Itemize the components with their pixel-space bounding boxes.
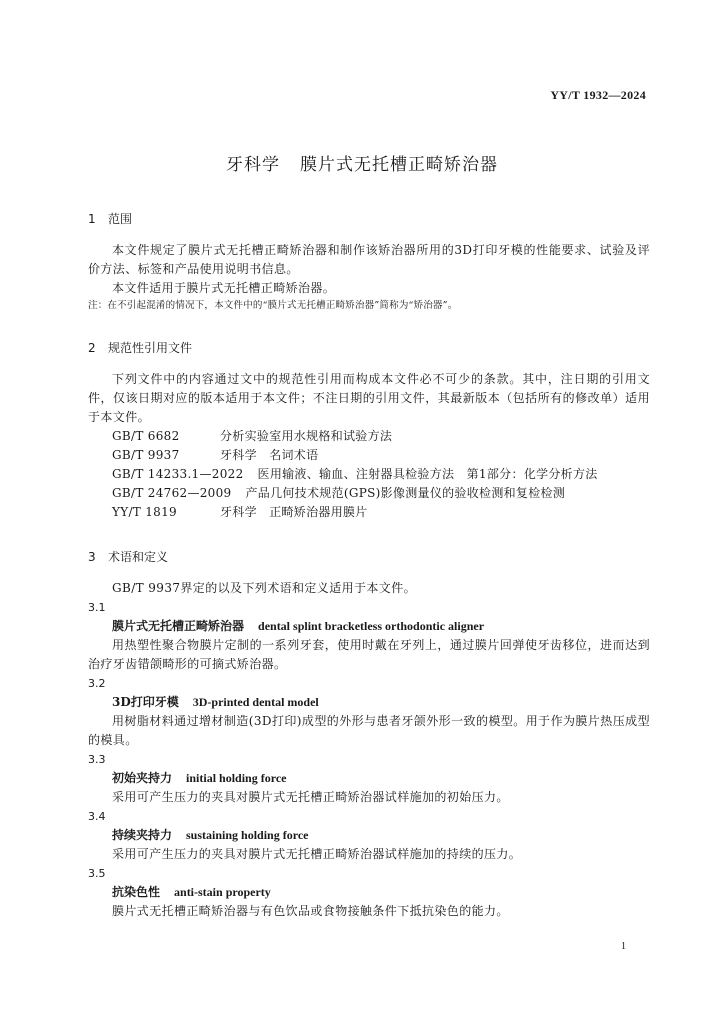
- standard-code: YY/T 1932—2024: [550, 88, 646, 102]
- title-part1: 牙科学: [226, 155, 280, 175]
- section-heading: [88, 339, 650, 358]
- paragraph: 本文件适用于膜片式无托槽正畸矫治器。: [112, 281, 336, 295]
- section-title: 规范性引用文件: [108, 341, 193, 355]
- note: 注：在不引起混淆的情况下，本文件中的“膜片式无托槽正畸矫治器”简称为“矫治器”。: [88, 300, 458, 311]
- term-heading: 抗染色性 anti-stain property: [112, 885, 271, 899]
- term-heading: 3D打印牙模 3D-printed dental model: [112, 695, 319, 709]
- section-title: 术语和定义: [108, 550, 169, 564]
- section-heading: [88, 548, 650, 567]
- reference-item: GB/T 9937 牙科学 名词术语: [112, 448, 319, 462]
- term-number: 3.4: [88, 810, 106, 823]
- term-heading: 膜片式无托槽正畸矫治器 dental splint bracketless orthodontic aligner: [112, 619, 485, 633]
- reference-item: GB/T 24762—2009 产品几何技术规范(GPS)影像测量仪的验收检测和复检检测: [112, 486, 566, 500]
- term-number: 3.5: [88, 867, 106, 880]
- term-heading: 持续夹持力 sustaining holding force: [112, 828, 309, 842]
- section-number: 2: [88, 341, 96, 355]
- paragraph: 下列文件中的内容通过文中的规范性引用而构成本文件必不可少的条款。其中，注日期的引用文件，仅该日期对应的版本适用于本文件；不注日期的引用文件，其最新版本（包括所有的修改单）适用于本文件。: [88, 372, 650, 424]
- term-definition: 采用可产生压力的夹具对膜片式无托槽正畸矫治器试样施加的初始压力。: [112, 790, 509, 804]
- term-number: 3.2: [88, 677, 106, 690]
- document-title: [0, 150, 724, 175]
- reference-item: GB/T 6682 分析实验室用水规格和试验方法: [112, 429, 393, 443]
- term-definition: 用热塑性聚合物膜片定制的一系列牙套，使用时戴在牙列上，通过膜片回弹使牙齿移位，进而达到治疗牙齿错颌畸形的可摘式矫治器。: [88, 638, 650, 671]
- reference-item: GB/T 14233.1—2022 医用输液、输血、注射器具检验方法 第1部分：化学分析方法: [112, 467, 598, 481]
- term-definition: 膜片式无托槽正畸矫治器与有色饮品或食物接触条件下抵抗染色的能力。: [112, 904, 509, 918]
- document-body: [88, 210, 650, 921]
- paragraph: GB/T 9937界定的以及下列术语和定义适用于本文件。: [112, 581, 417, 595]
- term-number: 3.3: [88, 753, 106, 766]
- term-heading: 初始夹持力 initial holding force: [112, 771, 287, 785]
- section-heading: [88, 210, 650, 229]
- term-definition: 采用可产生压力的夹具对膜片式无托槽正畸矫治器试样施加的持续的压力。: [112, 847, 522, 861]
- section-title: 范围: [108, 212, 133, 226]
- paragraph: 本文件规定了膜片式无托槽正畸矫治器和制作该矫治器所用的3D打印牙模的性能要求、试验及评价方法、标签和产品使用说明书信息。: [88, 243, 650, 276]
- page-number: 1: [621, 941, 626, 952]
- term-number: 3.1: [88, 601, 106, 614]
- section-number: 3: [88, 550, 96, 564]
- term-definition: 用树脂材料通过增材制造(3D打印)成型的外形与患者牙颌外形一致的模型。用于作为膜片热压成型的模具。: [88, 714, 650, 747]
- title-part2: 膜片式无托槽正畸矫治器: [300, 155, 498, 175]
- section-number: 1: [88, 212, 96, 226]
- reference-item: YY/T 1819 牙科学 正畸矫治器用膜片: [112, 505, 368, 519]
